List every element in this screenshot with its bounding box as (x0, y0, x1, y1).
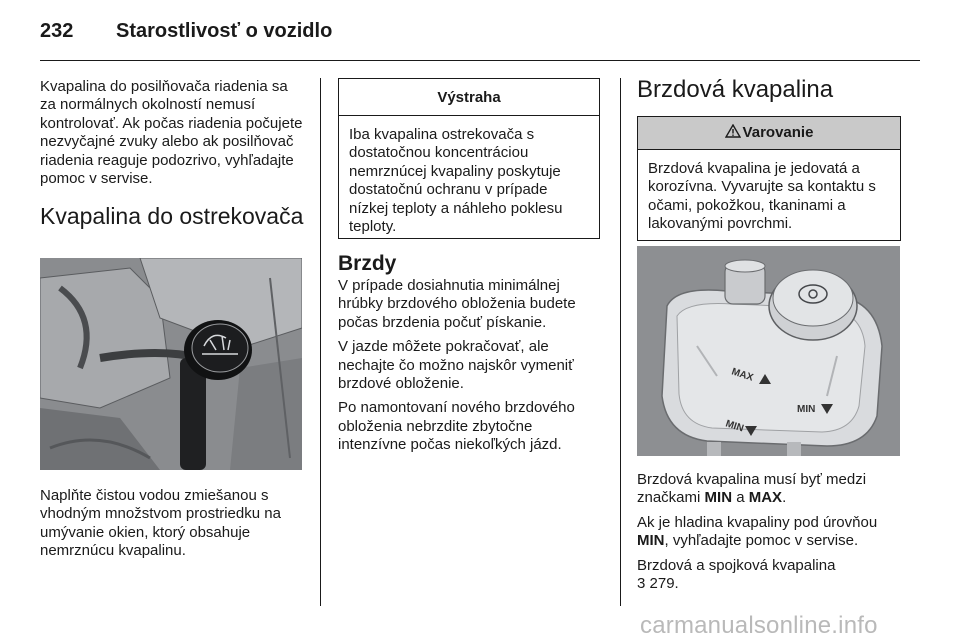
brake-reservoir-illustration (637, 246, 900, 456)
brakes-paragraph-2: V jazde môžete pokračovať, ale nechajte čo možno najskôr vymeniť brzdové obloženie. (338, 338, 574, 393)
column-2 (338, 78, 600, 461)
brake-fluid-reservoir-figure (637, 246, 900, 456)
column-3 (637, 76, 901, 241)
max-mark-label: MAX (730, 366, 755, 384)
min-keyword: MIN (704, 489, 733, 507)
brake-fluid-level-text (637, 471, 905, 508)
cross-reference-page: 279. (649, 575, 679, 593)
page-header (40, 18, 920, 58)
brakes-paragraph-1: V prípade dosiahnutia minimálnej hrúbky brzdového obloženia budete počas brzdenia počuť pískanie. (338, 277, 576, 331)
header-divider (40, 60, 920, 61)
service-text-a: Ak je hladina kvapaliny pod úrovňou (637, 513, 878, 531)
cross-reference-title: Brzdová a spojková kvapalina (637, 556, 836, 574)
cross-reference-arrow-icon: 3 (637, 575, 646, 593)
warning-text: Brzdová kvapalina je jedovatá a korozívna. Vyvarujte sa kontaktu s očami, pokožkou, tkaninami a lakovanými povrchmi. (648, 160, 876, 233)
service-text-b: , vyhľadajte pomoc v servise. (664, 532, 859, 550)
column-1 (40, 78, 304, 230)
warning-title: Varovanie (742, 124, 814, 141)
max-keyword: MAX (748, 489, 783, 507)
brake-fluid-service-text (637, 514, 905, 551)
steering-fluid-text: Kvapalina do posilňovača riadenia sa za normálnych okolností nemusí kontrolovať. Ak počas riadenia počujete nezvyčajné zvuky alebo ak posilňovač riadenia reaguje podozrivo, vyhľadajte pomoc v servise. (40, 78, 303, 188)
warning-box (637, 116, 901, 241)
column-1-lower (40, 487, 310, 567)
brakes-paragraph-3: Po namontovaní nového brzdového obloženia nebrzdite zbytočne intenzívne počas niekoľkých jázd. (338, 399, 575, 454)
warning-triangle-icon (725, 124, 741, 138)
washer-reservoir-figure (40, 258, 302, 470)
washer-reservoir-illustration (40, 258, 302, 470)
watermark: carmanualsonline.info (640, 612, 878, 639)
cross-reference (637, 557, 905, 594)
washer-fluid-heading: Kvapalina do ostrekovača (40, 203, 304, 230)
column-divider-left (320, 78, 321, 606)
level-text-c: . (782, 489, 787, 507)
level-text-b: a (732, 489, 749, 507)
notice-text: Iba kvapalina ostrekovača s dostatočnou koncentráciou nemrznúcej kvapaliny poskytuje dostatočnú ochranu v prípade nízkej teploty a náhleho poklesu teploty. (349, 126, 563, 236)
min-mark-label-left: MIN (724, 418, 745, 435)
level-text-a: Brzdová kvapalina musí byť medzi značkami (637, 471, 867, 507)
brakes-heading: Brzdy (338, 252, 397, 275)
page-number: 232 (40, 20, 74, 42)
brake-fluid-heading: Brzdová kvapalina (637, 76, 834, 103)
column-3-lower (637, 471, 905, 599)
warning-title-bar (638, 117, 900, 150)
washer-fluid-text: Naplňte čistou vodou zmiešanou s vhodným množstvom prostriedku na umývanie okien, ktorý obsahuje nemrznúcu kvapalinu. (40, 487, 281, 560)
min-mark-label-right: MIN (797, 404, 816, 415)
chapter-title: Starostlivosť o vozidlo (116, 20, 333, 42)
notice-title: Výstraha (339, 79, 599, 116)
column-divider-right (620, 78, 621, 606)
service-min-keyword: MIN (637, 532, 665, 550)
notice-box (338, 78, 600, 239)
